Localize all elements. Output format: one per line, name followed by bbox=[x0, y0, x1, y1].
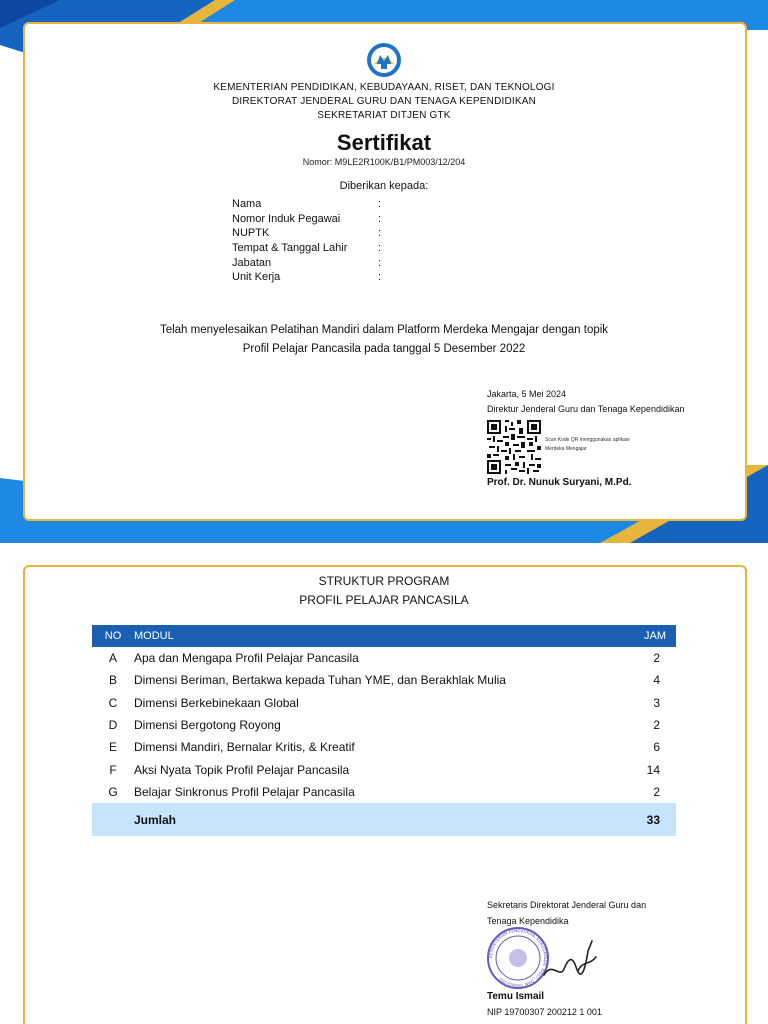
secretary-nip: NIP 19700307 200212 1 001 bbox=[487, 1007, 602, 1017]
row-jam: 2 bbox=[653, 651, 660, 666]
signer-role: Direktur Jenderal Guru dan Tenaga Kependidikan bbox=[487, 404, 685, 414]
program-table bbox=[92, 625, 676, 836]
institution-line-2: DIREKTORAT JENDERAL GURU DAN TENAGA KEPENDIDIKAN bbox=[231, 96, 537, 107]
row-jam: 14 bbox=[646, 762, 660, 777]
header-no: NO bbox=[92, 625, 134, 647]
field-colon: : bbox=[378, 256, 382, 269]
row-modul: Belajar Sinkronus Profil Pelajar Pancasila bbox=[134, 784, 355, 799]
field-label: Nomor Induk Pegawai bbox=[232, 212, 341, 225]
certificate-number: Nomor: M9LE2R100K/B1/PM003/12/204 bbox=[302, 157, 466, 167]
field-label: Jabatan bbox=[232, 256, 272, 269]
completion-statement-line-1: Telah menyelesaikan Pelatihan Mandiri dalam Platform Merdeka Mengajar dengan topik bbox=[159, 324, 609, 336]
program-title-line-1: STRUKTUR PROGRAM bbox=[318, 574, 450, 588]
recipient-fields bbox=[232, 198, 388, 286]
table-total-row bbox=[92, 803, 676, 836]
row-jam: 6 bbox=[653, 740, 660, 755]
total-no bbox=[92, 803, 134, 836]
completion-statement-line-2: Profil Pelajar Pancasila pada tanggal 5 Desember 2022 bbox=[242, 343, 526, 355]
header-jam: JAM bbox=[620, 625, 676, 647]
row-modul: Dimensi Beriman, Bertakwa kepada Tuhan YME, dan Berakhlak Mulia bbox=[134, 673, 506, 688]
row-modul: Dimensi Berkebinekaan Global bbox=[134, 695, 299, 710]
table-header-row bbox=[92, 625, 676, 647]
row-no: F bbox=[109, 762, 117, 777]
row-modul: Dimensi Mandiri, Bernalar Kritis, & Kreatif bbox=[134, 740, 355, 755]
field-colon: : bbox=[378, 198, 382, 210]
row-no: D bbox=[108, 718, 118, 733]
header-modul: MODUL bbox=[134, 625, 620, 647]
secretary-role: Sekretaris Direktorat Jenderal Guru dan Tenaga Kependidika bbox=[487, 900, 647, 926]
table-row bbox=[92, 669, 676, 691]
institution-line-1: KEMENTERIAN PENDIDIKAN, KEBUDAYAAN, RISET, DAN TEKNOLOGI bbox=[213, 82, 555, 93]
sign-place-date: Jakarta, 5 Mei 2024 bbox=[487, 389, 567, 399]
row-no: C bbox=[108, 695, 118, 710]
table-row bbox=[92, 736, 676, 758]
stamp-text: KEMENTERIAN PENDIDIKAN, KEBUDAYAAN, RISET, DAN TEKNOLOGI bbox=[487, 927, 549, 989]
field-row-nip bbox=[232, 213, 388, 228]
field-label: Tempat & Tanggal Lahir bbox=[232, 242, 348, 255]
program-title-line-2: PROFIL PELAJAR PANCASILA bbox=[299, 593, 469, 607]
given-to-label: Diberikan kepada: bbox=[339, 180, 429, 192]
field-colon: : bbox=[378, 227, 382, 240]
field-label: Nama bbox=[232, 198, 262, 210]
field-row-unit-kerja bbox=[232, 271, 388, 286]
row-modul: Apa dan Mengapa Profil Pelajar Pancasila bbox=[134, 651, 359, 666]
secretary-name: Temu Ismail bbox=[487, 991, 545, 1002]
field-row-jabatan bbox=[232, 257, 388, 272]
row-no: A bbox=[108, 651, 117, 666]
qr-scan-note: Scan Kode QR menggunakan aplikasi Merdeka Mengajar bbox=[545, 437, 630, 452]
table-row bbox=[92, 781, 676, 803]
total-label: Jumlah bbox=[134, 803, 620, 836]
program-structure-page bbox=[0, 543, 768, 1024]
table-row bbox=[92, 692, 676, 714]
qr-code-icon[interactable] bbox=[487, 420, 541, 474]
field-row-ttl bbox=[232, 242, 388, 257]
field-colon: : bbox=[378, 212, 382, 225]
field-colon: : bbox=[378, 242, 382, 255]
institution-line-3: SEKRETARIAT DITJEN GTK bbox=[317, 110, 451, 121]
signature-icon bbox=[538, 931, 602, 987]
row-no: G bbox=[108, 784, 118, 799]
row-no: E bbox=[108, 740, 117, 755]
row-modul: Aksi Nyata Topik Profil Pelajar Pancasila bbox=[134, 762, 350, 777]
row-jam: 4 bbox=[653, 673, 660, 688]
field-row-nuptk bbox=[232, 227, 388, 242]
certificate-title: Sertifikat bbox=[336, 130, 432, 155]
field-row-nama bbox=[232, 198, 388, 213]
field-label: NUPTK bbox=[232, 227, 270, 240]
row-jam: 2 bbox=[653, 718, 660, 733]
table-row bbox=[92, 714, 676, 736]
row-jam: 2 bbox=[653, 784, 660, 799]
table-row bbox=[92, 758, 676, 780]
signer-name: Prof. Dr. Nunuk Suryani, M.Pd. bbox=[487, 477, 632, 488]
table-row bbox=[92, 647, 676, 669]
row-jam: 3 bbox=[653, 695, 660, 710]
row-modul: Dimensi Bergotong Royong bbox=[134, 718, 281, 733]
field-label: Unit Kerja bbox=[232, 271, 281, 284]
row-no: B bbox=[108, 673, 117, 688]
field-colon: : bbox=[378, 271, 382, 284]
total-value: 33 bbox=[620, 803, 676, 836]
tut-wuri-handayani-logo-icon bbox=[366, 42, 402, 78]
